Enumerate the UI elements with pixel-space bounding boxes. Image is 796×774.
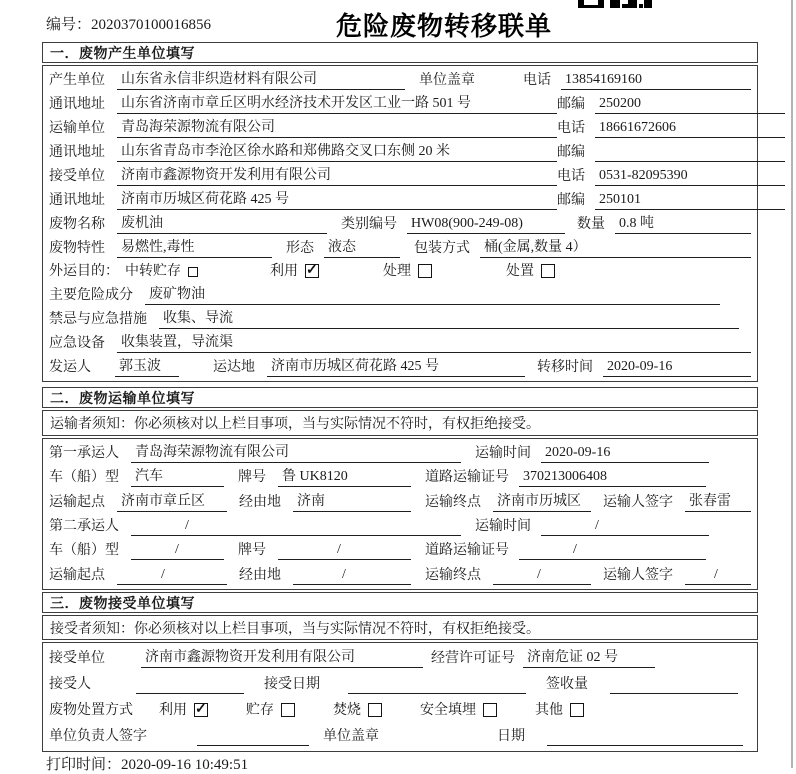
producer-zip-label: 邮编 <box>557 97 585 112</box>
transporter-phone-label: 电话 <box>557 121 585 136</box>
receiver-zip-value: 250101 <box>595 190 785 210</box>
carrier2-value: / <box>131 516 461 536</box>
license-label: 经营许可证号 <box>431 651 515 667</box>
disposal-option-incinerate-label: 焚烧 <box>333 702 361 718</box>
disposal-option-use-label: 利用 <box>159 702 187 718</box>
producer-phone-value: 13854169160 <box>561 70 751 90</box>
equipment-value: 收集装置，导流渠 <box>117 333 751 353</box>
dispatcher-value: 郭玉波 <box>115 357 179 377</box>
carrier2-row <box>49 516 751 536</box>
truncated-qr-fragment <box>578 0 652 8</box>
vehicle2-type-label: 车（船）型 <box>49 543 119 559</box>
receiver-phone-label: 电话 <box>557 169 585 184</box>
vehicle2-plate-value: / <box>278 540 411 560</box>
serial-label: 编号： <box>46 17 92 33</box>
section1-heading: 一．废物产生单位填写 <box>42 42 758 63</box>
waste-props-value: 易燃性,毒性 <box>117 238 272 258</box>
recipient-value <box>136 675 244 694</box>
producer-address-value: 山东省济南市章丘区明水经济技术开发区工业一路 501 号 <box>117 94 557 114</box>
receive-date-value <box>348 675 526 694</box>
waste-form-label: 形态 <box>286 241 314 256</box>
waste-code-value: HW08(900-249-08) <box>407 214 565 234</box>
vehicle1-permit-value: 370213006408 <box>519 467 706 487</box>
receiver-label: 接受单位 <box>49 169 105 184</box>
producer-zip-value: 250200 <box>595 94 785 114</box>
route1-end-label: 运输终点 <box>425 494 481 510</box>
producer-value: 山东省永信非织造材料有限公司 <box>117 70 405 90</box>
purpose-option-transfer <box>125 262 198 281</box>
equipment-label: 应急设备 <box>49 336 105 351</box>
vehicle1-permit-label: 道路运输证号 <box>425 470 509 486</box>
signoff-stamp-label: 单位盖章 <box>323 728 379 744</box>
recipient-label: 接受人 <box>49 677 91 693</box>
vehicle2-row <box>49 540 751 560</box>
checkbox-use <box>305 264 319 278</box>
receiver-value: 济南市鑫源物资开发利用有限公司 <box>117 166 557 186</box>
producer-label: 产生单位 <box>49 73 105 88</box>
carrier1-time-value: 2020-09-16 <box>541 443 709 463</box>
waste-name-label: 废物名称 <box>49 217 105 232</box>
signoff-value <box>197 727 309 746</box>
route2-start-value: / <box>117 565 227 585</box>
emergency-row <box>49 309 751 329</box>
route2-sign-value: / <box>685 565 751 585</box>
waste-props-row <box>49 238 751 258</box>
purpose-option-transfer-label: 中转贮存 <box>125 264 181 279</box>
route1-row <box>49 492 751 512</box>
disposal-row <box>49 701 751 720</box>
hazard-value: 废矿物油 <box>145 285 720 305</box>
equipment-row <box>49 333 751 353</box>
purpose-option-use <box>270 262 319 281</box>
receiver-address-row <box>49 190 751 210</box>
section3-content <box>42 642 758 752</box>
route1-start-label: 运输起点 <box>49 494 105 510</box>
received-qty-label: 签收量 <box>546 677 588 693</box>
producer-address-label: 通讯地址 <box>49 97 105 112</box>
receive-date-label: 接受日期 <box>264 677 320 693</box>
vehicle1-plate-label: 牌号 <box>238 470 266 486</box>
disposal-option-store <box>246 701 295 720</box>
section1-content <box>42 65 758 382</box>
purpose-option-treat <box>383 262 432 281</box>
signoff-date-label: 日期 <box>497 728 525 744</box>
disposal-option-landfill <box>420 701 497 720</box>
hazard-row <box>49 285 751 305</box>
producer-phone-label: 电话 <box>523 73 551 88</box>
purpose-label: 外运目的： <box>49 264 119 279</box>
waste-form-value: 液态 <box>324 238 400 258</box>
route1-start-value: 济南市章丘区 <box>117 492 227 512</box>
producer-address-row <box>49 94 751 114</box>
emergency-value: 收集、导流 <box>159 309 739 329</box>
carrier1-row <box>49 443 751 463</box>
dispatcher-label: 发运人 <box>49 360 91 375</box>
receive-unit-row <box>49 648 751 668</box>
section2-notice: 运输者须知：你必须核对以上栏目事项，当与实际情况不符时，有权拒绝接受。 <box>42 410 758 436</box>
page-title: 危险废物转移联单 <box>336 11 553 41</box>
checkbox-disposal-store <box>281 703 295 717</box>
vehicle1-type-value: 汽车 <box>131 467 224 487</box>
page-edge-line <box>791 0 793 768</box>
signoff-row <box>49 727 751 746</box>
waste-qty-value: 0.8 吨 <box>615 214 751 234</box>
receiver-phone-value: 0531-82095390 <box>595 166 785 186</box>
transfer-time-label: 转移时间 <box>537 360 593 375</box>
route2-start-label: 运输起点 <box>49 567 105 583</box>
route2-sign-label: 运输人签字 <box>603 567 673 583</box>
vehicle1-plate-value: 鲁 UK8120 <box>278 467 411 487</box>
section3-heading: 三．废物接受单位填写 <box>42 592 758 613</box>
checkbox-disposal-landfill <box>483 703 497 717</box>
waste-qty-label: 数量 <box>577 217 605 232</box>
received-qty-value <box>610 675 738 694</box>
checkbox-treat <box>418 264 432 278</box>
route2-row <box>49 565 751 585</box>
purpose-option-dispose-label: 处置 <box>506 264 534 279</box>
recipient-row <box>49 675 751 694</box>
route1-end-value: 济南市历城区 <box>493 492 591 512</box>
disposal-option-incinerate <box>333 701 382 720</box>
vehicle2-permit-value: / <box>519 540 706 560</box>
disposal-label: 废物处置方式 <box>49 702 133 718</box>
receiver-address-label: 通讯地址 <box>49 193 105 208</box>
section2-heading: 二．废物运输单位填写 <box>42 387 758 408</box>
section3-notice: 接受者须知：你必须核对以上栏目事项，当与实际情况不符时，有权拒绝接受。 <box>42 615 758 640</box>
checkbox-transfer-storage <box>188 267 198 277</box>
vehicle2-plate-label: 牌号 <box>238 543 266 559</box>
disposal-option-other <box>535 701 584 720</box>
route1-via-label: 经由地 <box>239 494 281 510</box>
waste-name-value: 废机油 <box>117 214 327 234</box>
disposal-option-landfill-label: 安全填埋 <box>420 702 476 718</box>
waste-pack-value: 桶(金属,数量 4） <box>480 238 751 258</box>
print-time-value: 2020-09-16 10:49:51 <box>121 757 249 773</box>
receive-unit-value: 济南市鑫源物资开发利用有限公司 <box>141 648 423 668</box>
destination-label: 运达地 <box>213 360 255 375</box>
signoff-date-value <box>547 727 743 746</box>
license-value: 济南危证 02 号 <box>523 648 655 668</box>
vehicle2-type-value: / <box>131 540 224 560</box>
purpose-option-use-label: 利用 <box>270 264 298 279</box>
signoff-label: 单位负责人签字 <box>49 728 147 744</box>
route2-via-label: 经由地 <box>239 567 281 583</box>
serial-number: 2020370100016856 <box>91 17 212 33</box>
transporter-value: 青岛海荣源物流有限公司 <box>117 118 557 138</box>
section2-content <box>42 438 758 590</box>
disposal-option-other-label: 其他 <box>535 702 563 718</box>
print-time-line <box>46 753 248 774</box>
receiver-row <box>49 166 751 186</box>
route1-sign-value: 张春雷 <box>685 492 751 512</box>
receiver-zip-label: 邮编 <box>557 193 585 208</box>
carrier1-value: 青岛海荣源物流有限公司 <box>131 443 461 463</box>
waste-name-row <box>49 214 751 234</box>
transporter-zip-value <box>595 143 785 162</box>
receiver-address-value: 济南市历城区荷花路 425 号 <box>117 190 557 210</box>
purpose-row <box>49 262 751 281</box>
checkbox-dispose <box>541 264 555 278</box>
route2-via-value: / <box>293 565 411 585</box>
route2-end-value: / <box>493 565 591 585</box>
waste-props-label: 废物特性 <box>49 241 105 256</box>
carrier2-label: 第二承运人 <box>49 519 119 535</box>
carrier2-time-label: 运输时间 <box>475 519 531 535</box>
waste-pack-label: 包装方式 <box>414 241 470 256</box>
serial-line <box>46 13 211 34</box>
transporter-zip-label: 邮编 <box>557 145 585 160</box>
carrier1-time-label: 运输时间 <box>475 446 531 462</box>
transporter-address-value: 山东省青岛市李沧区徐水路和郑佛路交叉口东侧 20 米 <box>117 142 557 162</box>
producer-row <box>49 70 751 90</box>
route2-end-label: 运输终点 <box>425 567 481 583</box>
transporter-address-row <box>49 142 751 162</box>
disposal-option-store-label: 贮存 <box>246 702 274 718</box>
hazard-label: 主要危险成分 <box>49 288 133 303</box>
checkbox-disposal-other <box>570 703 584 717</box>
carrier2-time-value: / <box>541 516 709 536</box>
receive-unit-label: 接受单位 <box>49 651 105 667</box>
print-time-label: 打印时间： <box>46 757 122 773</box>
transporter-phone-value: 18661672606 <box>595 118 785 138</box>
purpose-option-treat-label: 处理 <box>383 264 411 279</box>
vehicle2-permit-label: 道路运输证号 <box>425 543 509 559</box>
disposal-option-use <box>159 701 208 720</box>
emergency-label: 禁忌与应急措施 <box>49 312 147 327</box>
waste-code-label: 类别编号 <box>341 217 397 232</box>
vehicle1-type-label: 车（船）型 <box>49 470 119 486</box>
transporter-label: 运输单位 <box>49 121 105 136</box>
purpose-option-dispose <box>506 262 555 281</box>
destination-value: 济南市历城区荷花路 425 号 <box>267 357 525 377</box>
checkbox-disposal-use <box>194 703 208 717</box>
vehicle1-row <box>49 467 751 487</box>
route1-via-value: 济南 <box>293 492 411 512</box>
unit-stamp-label: 单位盖章 <box>419 73 475 88</box>
dispatch-row <box>49 357 751 377</box>
transfer-time-value: 2020-09-16 <box>603 357 751 377</box>
transporter-row <box>49 118 751 138</box>
transporter-address-label: 通讯地址 <box>49 145 105 160</box>
checkbox-disposal-incinerate <box>368 703 382 717</box>
route1-sign-label: 运输人签字 <box>603 494 673 510</box>
carrier1-label: 第一承运人 <box>49 446 119 462</box>
